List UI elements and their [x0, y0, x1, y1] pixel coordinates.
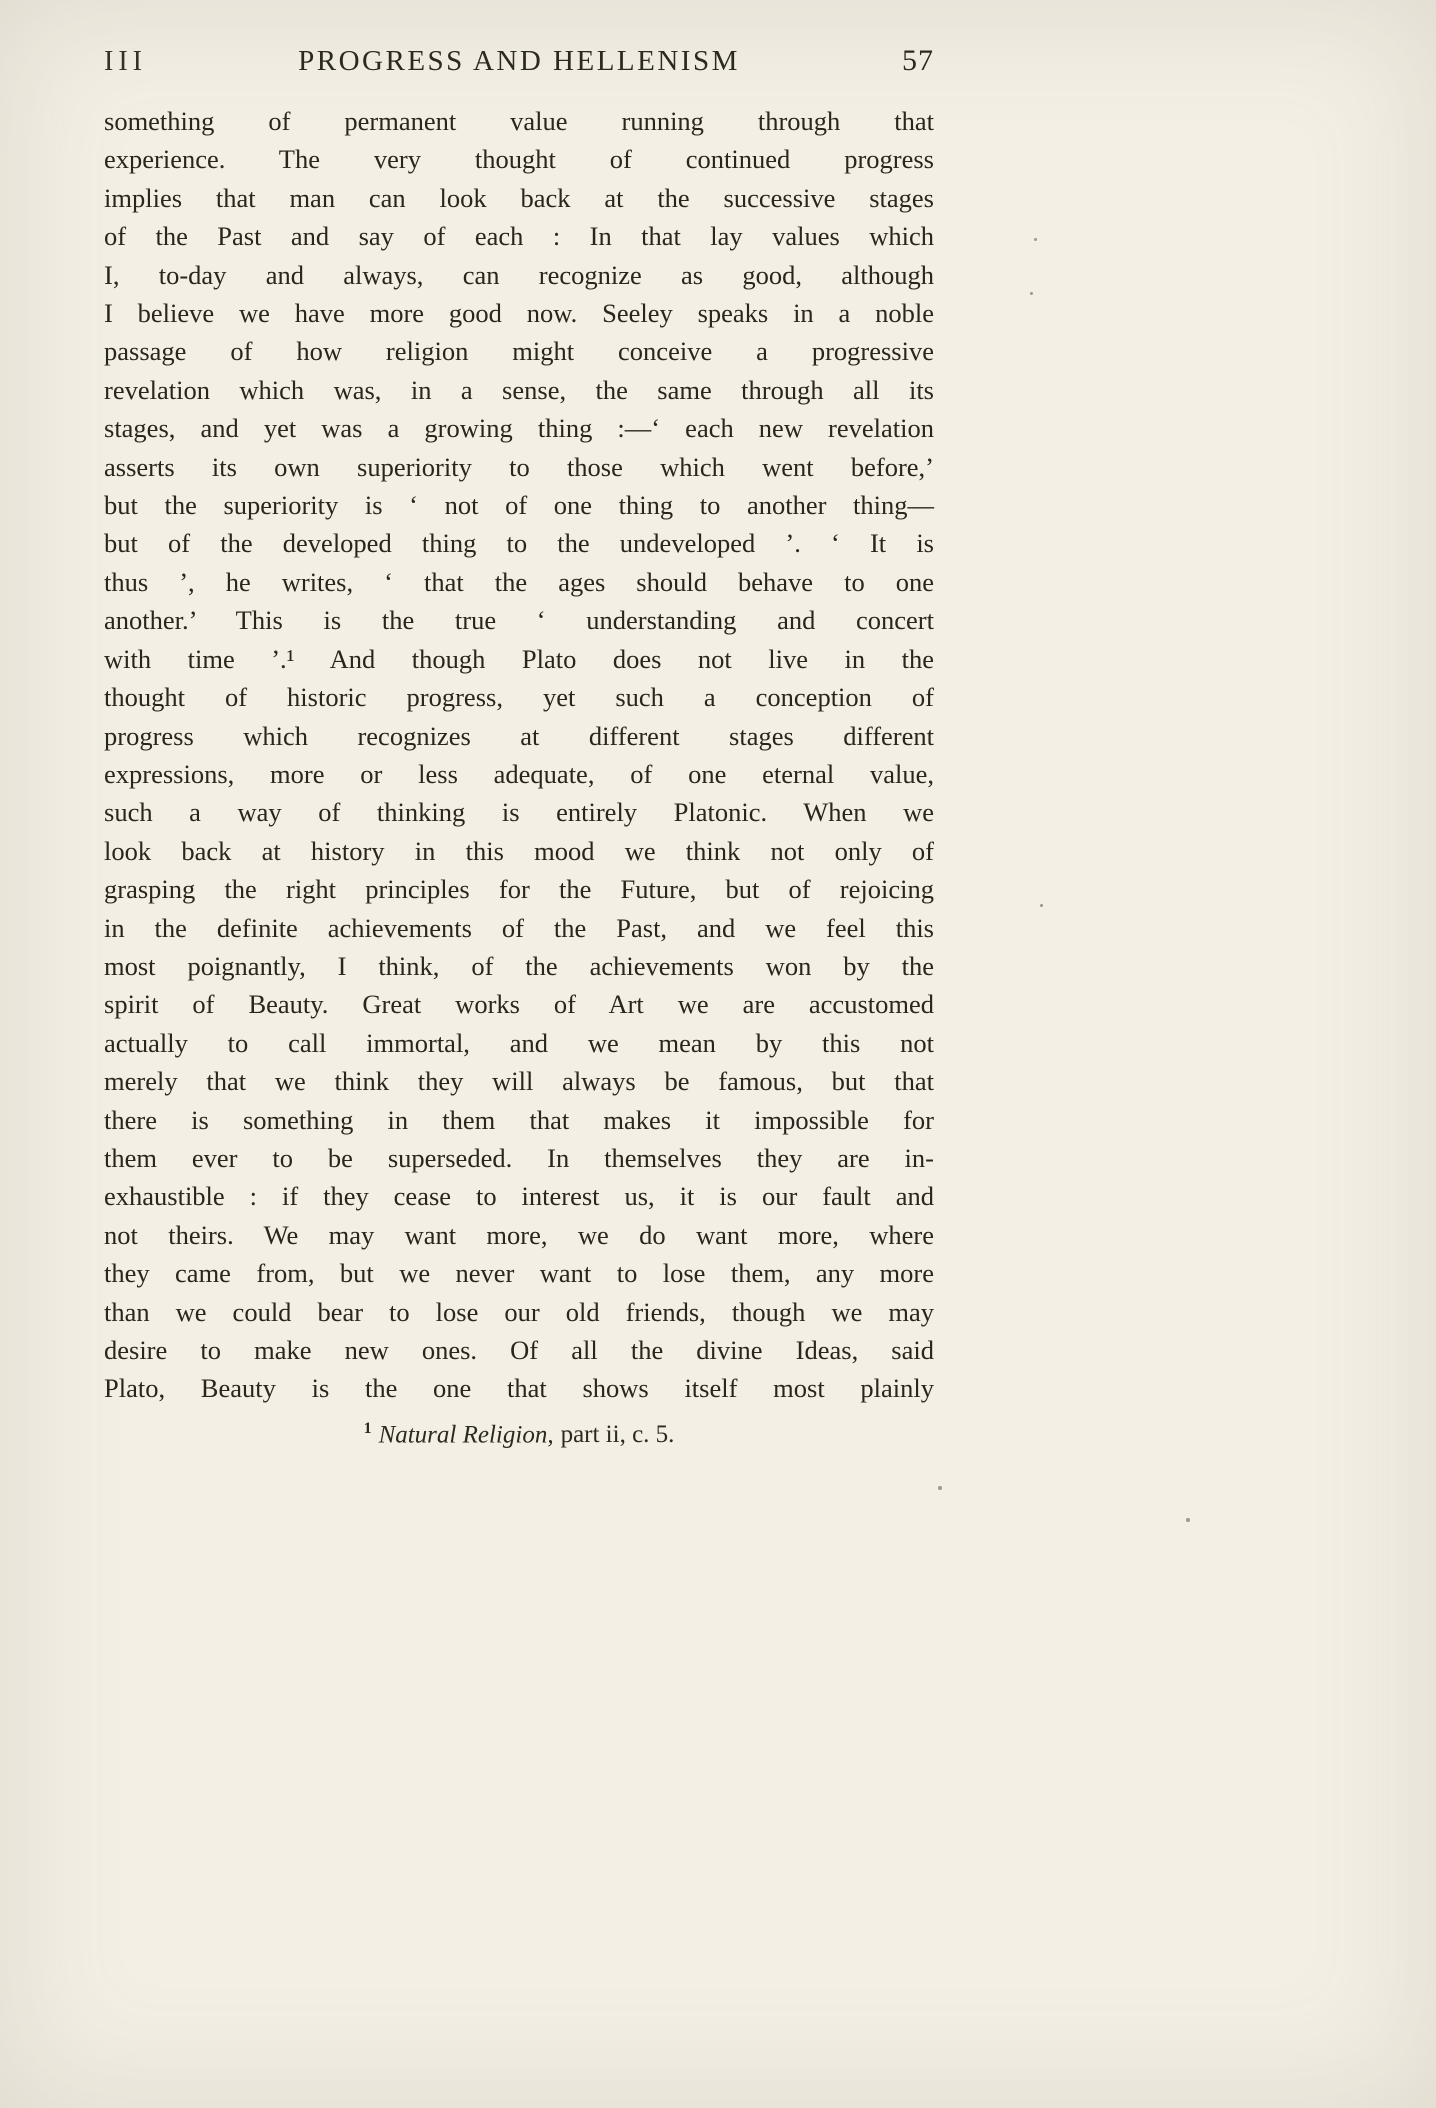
- footnote: [104, 1420, 934, 1449]
- scan-speck: [938, 1486, 942, 1490]
- scan-speck: [1034, 238, 1037, 241]
- text-line: than we could bear to lose our old friends, though we may: [104, 1296, 934, 1327]
- text-line: passage of how religion might conceive a progressive: [104, 336, 934, 367]
- text-line: something of permanent value running through that: [104, 106, 934, 136]
- text-line: them ever to be superseded. In themselves they are in-: [104, 1142, 934, 1173]
- text-line: desire to make new ones. Of all the divine Ideas, said: [104, 1335, 934, 1365]
- text-line: thus ’, he writes, ‘ that the ages should behave to one: [104, 566, 934, 597]
- text-line: another.’ This is the true ‘ understanding and concert: [104, 605, 934, 636]
- text-line: look back at history in this mood we think not only of: [104, 835, 934, 866]
- text-line: asserts its own superiority to those which went before,’: [104, 451, 934, 482]
- text-line: I believe we have more good now. Seeley speaks in a noble: [104, 298, 934, 329]
- body-text: [104, 102, 934, 1408]
- text-line: revelation which was, in a sense, the same through all its: [104, 374, 934, 405]
- text-line: not theirs. We may want more, we do want more, where: [104, 1219, 934, 1250]
- text-line: progress which recognizes at different stages different: [104, 720, 934, 751]
- footnote-work-title: Natural Religion,: [378, 1421, 554, 1449]
- text-line: expressions, more or less adequate, of one eternal value,: [104, 758, 934, 789]
- scan-speck: [1186, 1518, 1190, 1522]
- text-line: actually to call immortal, and we mean by this not: [104, 1027, 934, 1058]
- text-line: but the superiority is ‘ not of one thing to another thing—: [104, 490, 934, 521]
- text-line: implies that man can look back at the successive stages: [104, 182, 934, 213]
- text-line: they came from, but we never want to lose them, any more: [104, 1258, 934, 1289]
- text-line: grasping the right principles for the Future, but of rejoicing: [104, 874, 934, 905]
- text-line: thought of historic progress, yet such a conception of: [104, 682, 934, 713]
- text-line: most poignantly, I think, of the achievements won by the: [104, 950, 934, 981]
- text-line: experience. The very thought of continued progress: [104, 144, 934, 175]
- text-line: exhaustible : if they cease to interest us, it is our fault and: [104, 1181, 934, 1212]
- text-line: stages, and yet was a growing thing :—‘ each new revelation: [104, 413, 934, 444]
- text-line: there is something in them that makes it impossible for: [104, 1104, 934, 1135]
- text-line: Plato, Beauty is the one that shows itself most plainly: [104, 1373, 934, 1404]
- chapter-number: III: [104, 46, 147, 77]
- text-line: but of the developed thing to the undeveloped ’. ‘ It is: [104, 528, 934, 559]
- text-line: such a way of thinking is entirely Platonic. When we: [104, 797, 934, 828]
- running-title: PROGRESS AND HELLENISM: [298, 45, 740, 77]
- text-line: spirit of Beauty. Great works of Art we are accustomed: [104, 989, 934, 1020]
- text-line: in the definite achievements of the Past, and we feel this: [104, 912, 934, 943]
- scan-speck: [1040, 904, 1043, 907]
- page-number: 57: [902, 44, 934, 77]
- scan-speck: [1030, 292, 1033, 295]
- text-line: of the Past and say of each : In that lay values which: [104, 221, 934, 252]
- text-line: merely that we think they will always be famous, but that: [104, 1066, 934, 1097]
- page-header: [104, 44, 934, 78]
- footnote-citation: part ii, c. 5.: [560, 1421, 675, 1449]
- page-content: [104, 44, 934, 1449]
- text-line: I, to-day and always, can recognize as good, although: [104, 259, 934, 290]
- footnote-marker: 1: [363, 1419, 372, 1437]
- text-line: with time ’.¹ And though Plato does not live in the: [104, 643, 934, 674]
